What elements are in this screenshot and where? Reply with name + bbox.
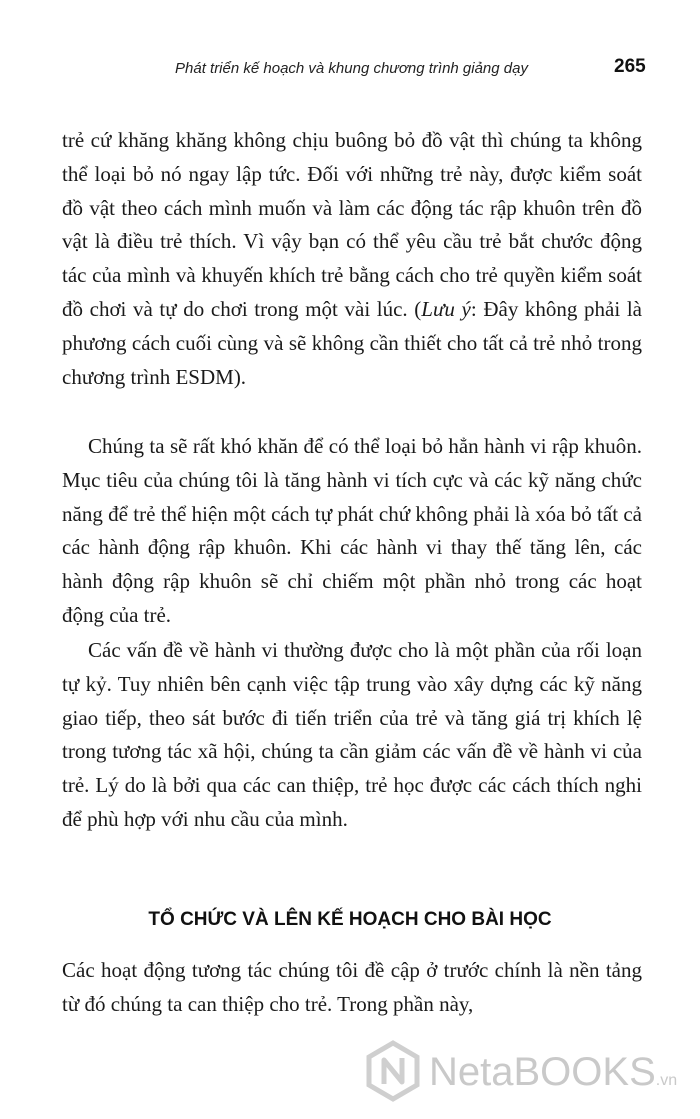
watermark-text [429, 1050, 677, 1095]
note-label: Lưu ý [421, 296, 471, 321]
watermark [365, 1040, 695, 1110]
paragraph-1 [62, 124, 642, 394]
paragraph-1-text: trẻ cứ khăng khăng không chịu buông bỏ đồ vật thì chúng ta không thể loại bỏ nó ngay lập tức. Đối với những trẻ này, được kiểm soát đồ vật theo cách mình muốn và làm các động tác rập khuôn trên đồ vật là điều trẻ thích. Vì vậy bạn có thể yêu cầu trẻ bắt chước động tác của mình và khuyến khích trẻ bằng cách cho trẻ quyền kiểm soát đồ chơi và tự do chơi trong một vài lúc. ( [62, 128, 642, 321]
running-title: Phát triển kế hoạch và khung chương trình giảng dạy [175, 60, 528, 77]
paragraph-3: Các vấn đề về hành vi thường được cho là một phần của rối loạn tự kỷ. Tuy nhiên bên cạnh việc tập trung vào xây dựng các kỹ năng giao tiếp, theo sát bước đi tiến triển của trẻ và tăng giá trị khích lệ trong tương tác xã hội, chúng ta cần giảm các vấn đề về hành vi của trẻ. Lý do là bởi qua các can thiệp, trẻ học được các cách thích nghi để phù hợp với nhu cầu của mình. [62, 638, 642, 831]
paragraph-2: Chúng ta sẽ rất khó khăn để có thể loại bỏ hẳn hành vi rập khuôn. Mục tiêu của chúng tôi là tăng hành vi tích cực và các kỹ năng chức năng để trẻ thể hiện một cách tự phát chứ không phải là xóa bỏ tất cả các hành động rập khuôn. Khi các hành vi thay thế tăng lên, các hành động rập khuôn sẽ chỉ chiếm một phần nhỏ trong các hoạt động của trẻ. [62, 434, 642, 627]
section-heading: TỔ CHỨC VÀ LÊN KẾ HOẠCH CHO BÀI HỌC [148, 909, 552, 930]
paragraph-1-note-text: : Đây không phải là phương cách cuối cùng và sẽ không cần thiết cho tất cả trẻ nhỏ trong chương trình ESDM). [62, 296, 642, 389]
paragraph-5: Các hoạt động tương tác chúng tôi đề cập ở trước chính là nền tảng từ đó chúng ta can thiệp cho trẻ. Trong phần này, [62, 958, 642, 1016]
running-header [0, 56, 700, 84]
page-number: 265 [614, 56, 646, 77]
watermark-brand: NetaBOOKS [429, 1050, 656, 1094]
watermark-suffix: .vn [655, 1072, 678, 1089]
n-hexagon-logo-icon [365, 1040, 421, 1107]
